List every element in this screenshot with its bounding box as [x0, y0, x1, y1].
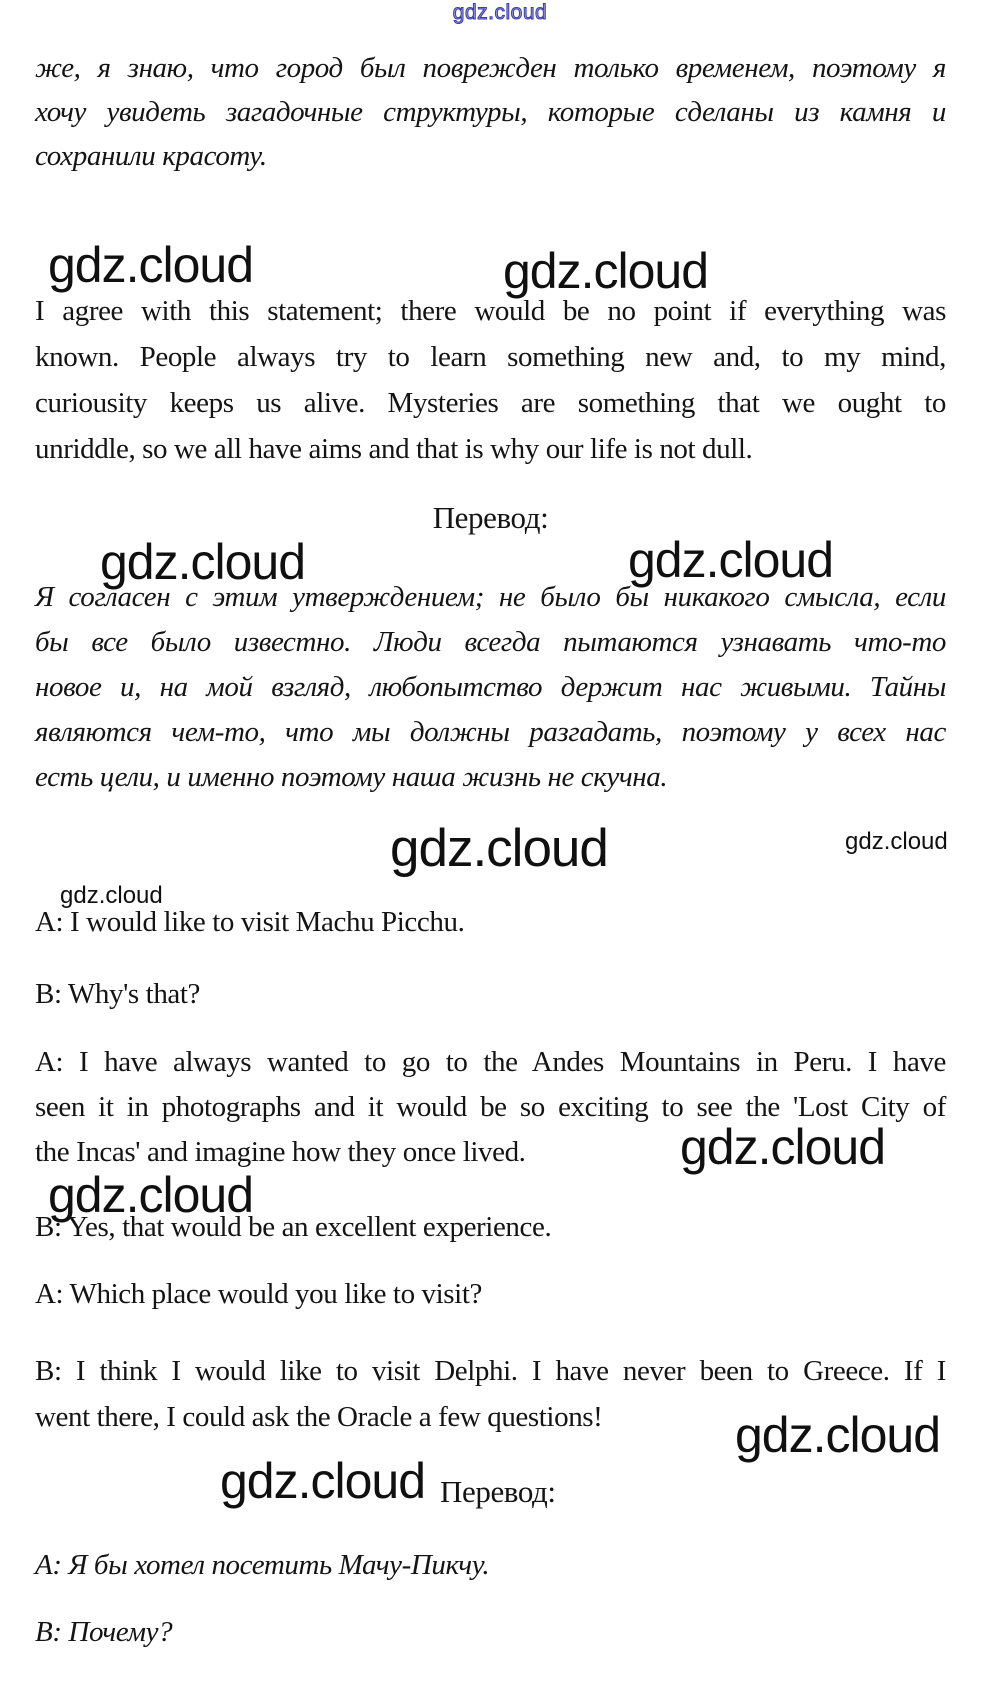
translation-heading: Перевод: — [440, 1474, 556, 1509]
gdz-cloud-watermark-large: gdz.cloud — [680, 1119, 886, 1175]
dialogue-line: B: Yes, that would be an excellent experience. — [35, 1211, 552, 1243]
paragraph-line: seen it in photographs and it would be so exciting to see the 'Lost City of — [35, 1091, 946, 1123]
dialogue-line: A: I would like to visit Machu Picchu. — [35, 906, 465, 938]
paragraph-line: являются чем-то, что мы должны разгадать, поэтому у всех нас — [35, 716, 946, 748]
gdz-cloud-watermark-large: gdz.cloud — [503, 243, 709, 299]
intro-russian-paragraph — [35, 46, 946, 178]
paragraph-line: новое и, на мой взгляд, любопытство держит нас живыми. Тайны — [35, 671, 946, 703]
essay-english-paragraph — [35, 288, 946, 472]
gdz-cloud-watermark-large: gdz.cloud — [735, 1407, 941, 1463]
paragraph-line: B: I think I would like to visit Delphi. I have never been to Greece. If I — [35, 1355, 946, 1387]
paragraph-line: сохранили красоту. — [35, 140, 267, 172]
paragraph-line: есть цели, и именно поэтому наша жизнь не скучна. — [35, 761, 668, 793]
dialogue-line-russian: А: Я бы хотел посетить Мачу-Пикчу. — [35, 1549, 490, 1581]
gdz-cloud-watermark-top-blue: gdz.cloud — [452, 1, 548, 24]
gdz-cloud-watermark-small: gdz.cloud — [845, 828, 948, 855]
dialogue-line: A: Which place would you like to visit? — [35, 1278, 482, 1310]
paragraph-line: же, я знаю, что город был поврежден только временем, поэтому я — [35, 52, 946, 84]
gdz-cloud-watermark-large: gdz.cloud — [220, 1453, 426, 1509]
dialogue-line-russian: В: Почему? — [35, 1616, 173, 1648]
paragraph-line: I agree with this statement; there would be no point if everything was — [35, 295, 946, 327]
gdz-cloud-watermark-large: gdz.cloud — [628, 532, 834, 588]
dialogue-line: B: Why's that? — [35, 978, 201, 1010]
translation-heading: Перевод: — [432, 500, 549, 535]
paragraph-line: хочу увидеть загадочные структуры, которые сделаны из камня и — [35, 96, 946, 128]
paragraph-line: the Incas' and imagine how they once lived. — [35, 1136, 526, 1168]
paragraph-line: A: I have always wanted to go to the Andes Mountains in Peru. I have — [35, 1046, 946, 1078]
gdz-cloud-watermark-large: gdz.cloud — [390, 819, 608, 878]
gdz-cloud-watermark-large: gdz.cloud — [100, 534, 306, 590]
gdz-cloud-watermark-small: gdz.cloud — [60, 882, 163, 909]
paragraph-line: Я согласен с этим утверждением; не было бы никакого смысла, если — [35, 581, 946, 613]
essay-russian-paragraph — [35, 575, 946, 800]
gdz-cloud-watermark-large: gdz.cloud — [48, 237, 254, 293]
paragraph-line: unriddle, so we all have aims and that is why our life is not dull. — [35, 433, 753, 465]
paragraph-line: бы все было известно. Люди всегда пытаются узнавать что-то — [35, 626, 946, 658]
paragraph-line: curiousity keeps us alive. Mysteries are something that we ought to — [35, 387, 946, 419]
paragraph-line: went there, I could ask the Oracle a few questions! — [35, 1401, 603, 1433]
gdz-cloud-watermark-large: gdz.cloud — [48, 1167, 254, 1223]
paragraph-line: known. People always try to learn something new and, to my mind, — [35, 341, 946, 373]
